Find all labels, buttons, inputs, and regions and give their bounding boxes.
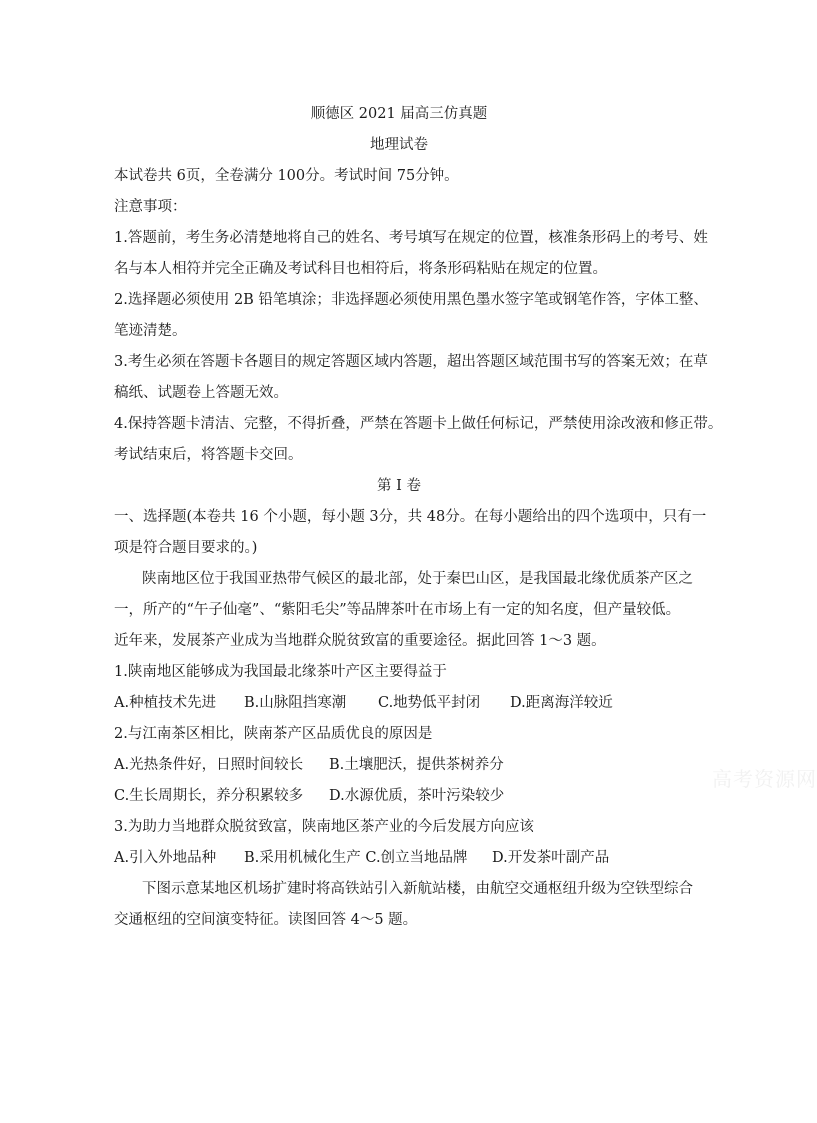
exam-subject: 地理试卷: [370, 137, 428, 153]
notice-line: 1.答题前，考生务必清楚地将自己的姓名、考号填写在规定的位置，核准条形码上的考号、姓: [114, 230, 708, 246]
notice-line: 稿纸、试题卷上答题无效。: [114, 385, 288, 401]
question-2-stem: 2.与江南茶区相比，陕南茶产区品质优良的原因是: [114, 726, 433, 742]
passage-line: 交通枢纽的空间演变特征。读图回答 4～5 题。: [114, 912, 418, 928]
notice-line: 笔迹清楚。: [114, 323, 187, 339]
question-3-option-bc: B.采用机械化生产 C.创立当地品牌: [244, 850, 468, 866]
question-2-option-d: D.水源优质，茶叶污染较少: [329, 788, 505, 804]
notice-line: 考试结束后，将答题卡交回。: [114, 447, 303, 463]
passage-line: 一，所产的“午子仙毫”、“紫阳毛尖”等品牌茶叶在市场上有一定的知名度，但产量较低。: [114, 602, 681, 618]
question-2-option-c: C.生长周期长，养分积累较多: [114, 788, 304, 804]
question-1-option-c: C.地势低平封闭: [378, 695, 481, 711]
question-1-stem: 1.陕南地区能够成为我国最北缘茶叶产区主要得益于: [114, 664, 447, 680]
notice-line: 2.选择题必须使用 2B 铅笔填涂；非选择题必须使用黑色墨水签字笔或钢笔作答，字体工整、: [114, 292, 708, 308]
notice-line: 4.保持答题卡清洁、完整，不得折叠，严禁在答题卡上做任何标记，严禁使用涂改液和修正带。: [114, 416, 723, 432]
notice-heading: 注意事项：: [114, 199, 187, 215]
passage-line: 陕南地区位于我国亚热带气候区的最北部，处于秦巴山区，是我国最北缘优质茶产区之: [142, 571, 693, 587]
section-instruction: 一、选择题(本卷共 16 个小题，每小题 3分，共 48分。在每小题给出的四个选项中，只有一: [114, 509, 707, 525]
question-2-option-b: B.土壤肥沃，提供茶树养分: [329, 757, 504, 773]
notice-line: 名与本人相符并完全正确及考试科目也相符后，将条形码粘贴在规定的位置。: [114, 261, 607, 277]
question-3-stem: 3.为助力当地群众脱贫致富，陕南地区茶产业的今后发展方向应该: [114, 819, 534, 835]
watermark: 高考资源网: [712, 767, 817, 791]
question-2-option-a: A.光热条件好，日照时间较长: [114, 757, 304, 773]
notice-line: 3.考生必须在答题卡各题目的规定答题区域内答题，超出答题区域范围书写的答案无效；在草: [114, 354, 708, 370]
question-1-option-a: A.种植技术先进: [114, 695, 217, 711]
exam-intro: 本试卷共 6页，全卷满分 100分。考试时间 75分钟。: [114, 168, 459, 184]
exam-title: 顺德区 2021 届高三仿真题: [310, 106, 488, 122]
question-3-option-d: D.开发茶叶副产品: [492, 850, 610, 866]
passage-line: 近年来，发展茶产业成为当地群众脱贫致富的重要途径。据此回答 1～3 题。: [114, 633, 606, 649]
section-instruction: 项是符合题目要求的。): [114, 540, 258, 556]
question-3-option-a: A.引入外地品种: [114, 850, 217, 866]
question-1-option-b: B.山脉阻挡寒潮: [244, 695, 347, 711]
section-title: 第 I 卷: [377, 478, 421, 494]
question-1-option-d: D.距离海洋较近: [510, 695, 613, 711]
passage-line: 下图示意某地区机场扩建时将高铁站引入新航站楼，由航空交通枢纽升级为空铁型综合: [142, 881, 693, 897]
